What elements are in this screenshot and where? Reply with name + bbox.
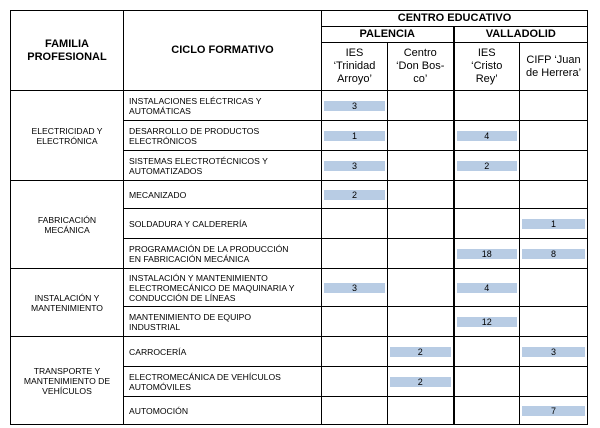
value-chip: 1 [324,131,385,141]
cycle-cell: SISTEMAS ELECTROTÉCNICOS Y AUTOMATIZADOS [124,151,322,181]
center-don-bosco: Centro ‘Don Bos- co’ [388,43,454,91]
cycle-cell: INSTALACIÓN Y MANTENIMIENTO ELECTROMECÁNICO DE MAQUINARIA Y CONDUCCIÓN DE LÍNEAS [124,269,322,307]
value-cell [388,337,454,367]
value-cell [520,209,588,239]
header-ciclo: CICLO FORMATIVO [124,11,322,91]
cycle-cell: MECANIZADO [124,181,322,209]
value-chip: 2 [390,347,451,357]
value-cell [322,269,388,307]
empty-cell [388,239,454,269]
empty-cell [520,151,588,181]
table-row [11,269,588,307]
value-chip: 2 [324,190,385,200]
value-cell [454,121,520,151]
empty-cell [454,397,520,425]
empty-cell [454,367,520,397]
empty-cell [454,209,520,239]
value-cell [454,307,520,337]
value-chip: 7 [522,406,585,416]
empty-cell [388,121,454,151]
table-row [11,181,588,209]
value-chip: 18 [457,249,518,259]
empty-cell [520,269,588,307]
header-palencia: PALENCIA [322,27,454,43]
value-chip: 8 [522,249,585,259]
empty-cell [388,397,454,425]
value-cell [454,269,520,307]
empty-cell [388,209,454,239]
empty-cell [454,337,520,367]
cycle-cell: MANTENIMIENTO DE EQUIPO INDUSTRIAL [124,307,322,337]
header-centro: CENTRO EDUCATIVO [322,11,588,27]
value-cell [520,239,588,269]
value-cell [322,151,388,181]
value-cell [454,239,520,269]
centers-table [10,10,588,425]
empty-cell [322,367,388,397]
empty-cell [322,307,388,337]
value-cell [322,181,388,209]
cycle-cell: ELECTROMECÁNICA DE VEHÍCULOS AUTOMÓVILES [124,367,322,397]
empty-cell [322,397,388,425]
empty-cell [388,151,454,181]
value-cell [520,397,588,425]
empty-cell [388,181,454,209]
empty-cell [520,121,588,151]
cycle-cell: INSTALACIONES ELÉCTRICAS Y AUTOMÁTICAS [124,91,322,121]
empty-cell [322,209,388,239]
empty-cell [520,181,588,209]
value-chip: 2 [390,377,451,387]
family-cell: TRANSPORTE Y MANTENIMIENTO DE VEHÍCULOS [11,337,124,425]
value-chip: 1 [522,219,585,229]
empty-cell [520,307,588,337]
value-chip: 3 [522,347,585,357]
cycle-cell: PROGRAMACIÓN DE LA PRODUCCIÓN EN FABRICACIÓN MECÁNICA [124,239,322,269]
value-chip: 2 [457,161,518,171]
value-chip: 3 [324,161,385,171]
empty-cell [322,337,388,367]
value-chip: 12 [457,317,518,327]
empty-cell [454,181,520,209]
center-cristo-rey: IES ‘Cristo Rey’ [454,43,520,91]
family-cell: ELECTRICIDAD Y ELECTRÓNICA [11,91,124,181]
empty-cell [388,269,454,307]
value-chip: 3 [324,283,385,293]
value-cell [454,151,520,181]
family-cell: FABRICACIÓN MECÁNICA [11,181,124,269]
center-trinidad-arroyo: IES ‘Trinidad Arroyo’ [322,43,388,91]
header-familia: FAMILIA PROFESIONAL [11,11,124,91]
value-chip: 4 [457,131,518,141]
center-juan-de-herrera: CIFP ‘Juan de Herrera’ [520,43,588,91]
family-cell: INSTALACIÓN Y MANTENIMIENTO [11,269,124,337]
cycle-cell: AUTOMOCIÓN [124,397,322,425]
cycle-cell: CARROCERÍA [124,337,322,367]
empty-cell [520,367,588,397]
header-valladolid: VALLADOLID [454,27,588,43]
table-row [11,91,588,121]
table-row [11,337,588,367]
empty-cell [322,239,388,269]
value-chip: 4 [457,283,518,293]
cycle-cell: DESARROLLO DE PRODUCTOS ELECTRÓNICOS [124,121,322,151]
empty-cell [454,91,520,121]
empty-cell [388,91,454,121]
value-cell [322,121,388,151]
empty-cell [520,91,588,121]
value-chip: 3 [324,101,385,111]
cycle-cell: SOLDADURA Y CALDERERÍA [124,209,322,239]
value-cell [520,337,588,367]
value-cell [322,91,388,121]
value-cell [388,367,454,397]
empty-cell [388,307,454,337]
